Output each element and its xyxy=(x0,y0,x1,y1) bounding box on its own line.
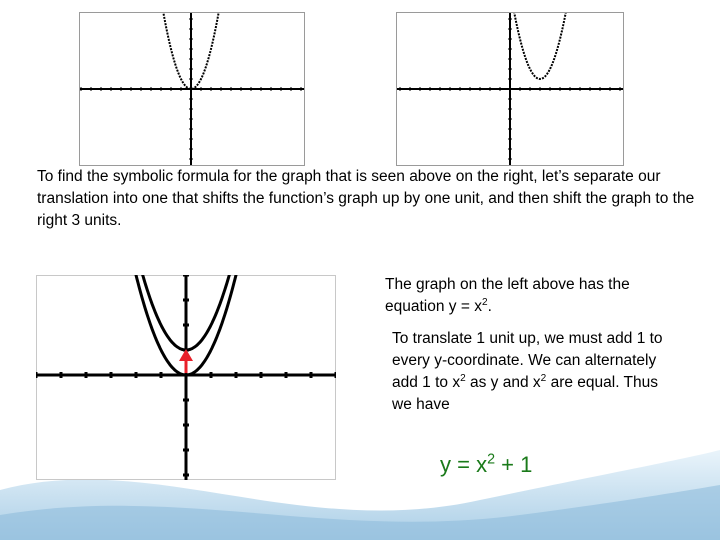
graph-translation-up xyxy=(36,275,336,480)
equation-note-text: The graph on the left above has the equation y = x xyxy=(385,276,630,315)
equation-note-suffix: . xyxy=(487,298,492,315)
exponent: 2 xyxy=(460,372,466,384)
graph-parabola-shifted xyxy=(396,12,624,166)
exponent: 2 xyxy=(540,372,547,384)
exponent: 2 xyxy=(481,296,488,308)
result-suffix: + 1 xyxy=(495,452,533,477)
intro-paragraph: To find the symbolic formula for the graph that is seen above on the right, let’s separate our translation into one that shifts the function’s graph up by one unit, and then shift the graph to the right 3 units. xyxy=(37,168,695,229)
translate-text-2: as y and x xyxy=(465,374,541,391)
translate-note xyxy=(392,328,667,416)
translate-text-3: are equal. Thus we have xyxy=(392,374,658,413)
equation-note xyxy=(385,274,685,318)
shifted-parabola-curve xyxy=(514,13,566,79)
graph-parabola-original xyxy=(79,12,305,166)
translate-text-1: To translate 1 unit up, we must add 1 to every y-coordinate. We can alternately add 1 to x xyxy=(392,330,663,391)
result-prefix: y = x xyxy=(440,452,488,477)
result-equation xyxy=(440,452,532,478)
result-exponent: 2 xyxy=(487,451,496,468)
